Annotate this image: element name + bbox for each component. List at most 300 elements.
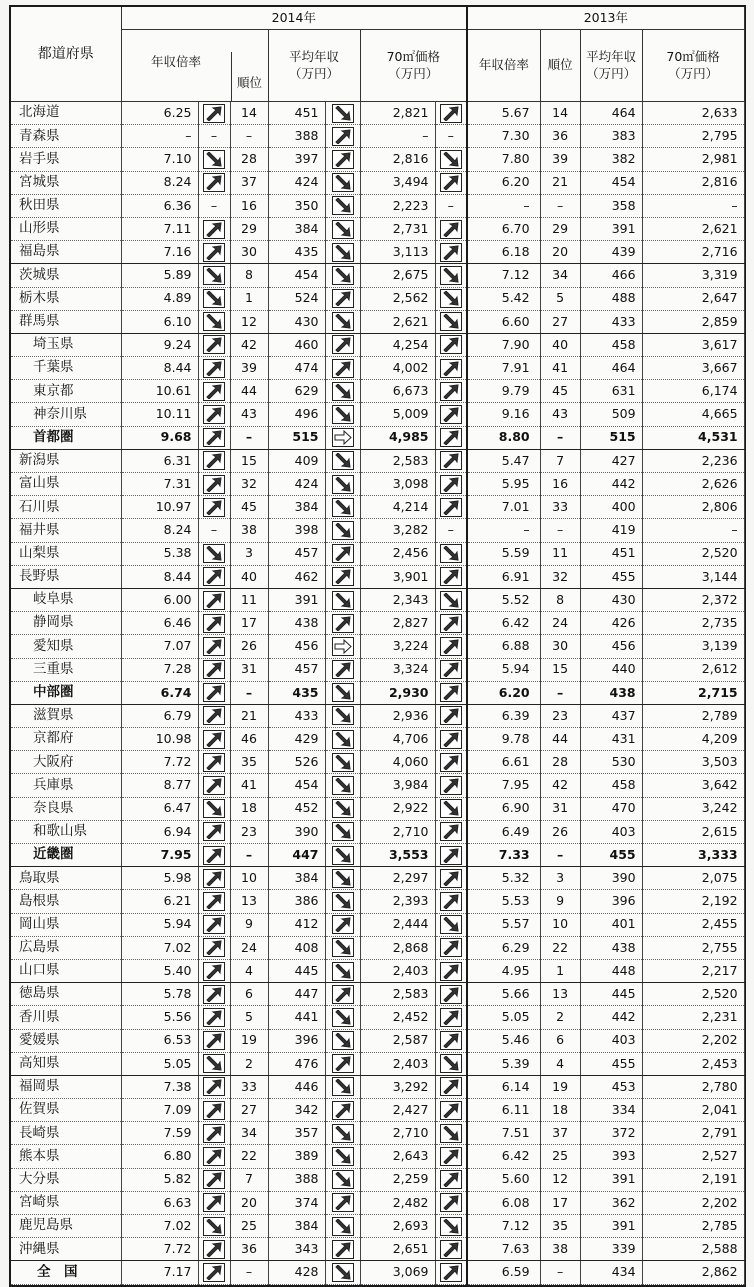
arrow-down-right-icon bbox=[332, 104, 354, 123]
price-2013: 3,503 bbox=[642, 751, 744, 774]
price-2013: 2,453 bbox=[642, 1052, 744, 1075]
income-trend-cell bbox=[325, 959, 360, 982]
header-year-2014: 2014年 bbox=[121, 7, 467, 30]
price-trend-cell bbox=[435, 542, 467, 565]
ratio-trend-cell bbox=[198, 867, 230, 890]
income-trend-cell bbox=[325, 635, 360, 658]
ratio-2013: 6.70 bbox=[467, 217, 540, 240]
price-trend-cell bbox=[435, 102, 467, 125]
arrow-up-right-icon bbox=[203, 1077, 225, 1096]
rank-2014: – bbox=[230, 426, 268, 449]
price-2014: 2,427 bbox=[360, 1099, 435, 1122]
income-2013: 339 bbox=[580, 1238, 642, 1261]
price-trend-cell: – bbox=[435, 519, 467, 542]
rank-2013: 24 bbox=[540, 612, 580, 635]
income-trend-cell bbox=[325, 1099, 360, 1122]
income-2013: 383 bbox=[580, 125, 642, 148]
ratio-2013: 6.61 bbox=[467, 751, 540, 774]
price-trend-cell bbox=[435, 959, 467, 982]
ratio-trend-cell bbox=[198, 241, 230, 264]
income-2013: 442 bbox=[580, 473, 642, 496]
arrow-down-right-icon bbox=[440, 266, 462, 285]
income-2013: 455 bbox=[580, 844, 642, 867]
income-2013: 426 bbox=[580, 612, 642, 635]
table-row bbox=[11, 1145, 744, 1168]
arrow-up-right-icon bbox=[332, 1240, 354, 1259]
income-2013: 393 bbox=[580, 1145, 642, 1168]
ratio-2013: 8.80 bbox=[467, 426, 540, 449]
rank-2014: 27 bbox=[230, 1099, 268, 1122]
rank-2013: 10 bbox=[540, 913, 580, 936]
income-trend-cell bbox=[325, 751, 360, 774]
price-trend-cell bbox=[435, 1238, 467, 1261]
income-2013: 455 bbox=[580, 1052, 642, 1075]
ratio-trend-cell bbox=[198, 658, 230, 681]
income-2014: 441 bbox=[268, 1006, 325, 1029]
ratio-2014: 8.24 bbox=[121, 519, 198, 542]
arrow-up-right-icon bbox=[203, 660, 225, 679]
ratio-2013: 7.80 bbox=[467, 148, 540, 171]
income-2013: 451 bbox=[580, 542, 642, 565]
rank-2014: 34 bbox=[230, 1122, 268, 1145]
rank-2014: 5 bbox=[230, 1006, 268, 1029]
income-trend-cell bbox=[325, 310, 360, 333]
arrow-down-right-icon bbox=[332, 846, 354, 865]
arrow-up-right-icon bbox=[440, 104, 462, 123]
arrow-up-right-icon bbox=[440, 1240, 462, 1259]
table-row bbox=[11, 983, 744, 1006]
arrow-up-right-icon bbox=[440, 475, 462, 494]
price-2014: 2,930 bbox=[360, 681, 435, 704]
table-row bbox=[11, 728, 744, 751]
ratio-trend-cell bbox=[198, 959, 230, 982]
income-2013: 454 bbox=[580, 171, 642, 194]
income-2013: 430 bbox=[580, 588, 642, 611]
ratio-2013: 6.18 bbox=[467, 241, 540, 264]
rank-2013: 4 bbox=[540, 1052, 580, 1075]
price-trend-cell bbox=[435, 936, 467, 959]
ratio-trend-cell bbox=[198, 1238, 230, 1261]
ratio-2014: 6.21 bbox=[121, 890, 198, 913]
income-2014: 435 bbox=[268, 241, 325, 264]
rank-2014: 17 bbox=[230, 612, 268, 635]
price-2013: 2,615 bbox=[642, 820, 744, 843]
ratio-2014: 4.89 bbox=[121, 287, 198, 310]
income-2013: 438 bbox=[580, 681, 642, 704]
price-trend-cell bbox=[435, 820, 467, 843]
price-2013: 2,789 bbox=[642, 704, 744, 727]
prefecture-name: 愛知県 bbox=[11, 635, 121, 658]
income-trend-cell bbox=[325, 264, 360, 287]
price-trend-cell bbox=[435, 751, 467, 774]
price-2014: 2,403 bbox=[360, 1052, 435, 1075]
ratio-trend-cell bbox=[198, 1122, 230, 1145]
arrow-down-right-icon bbox=[203, 266, 225, 285]
income-2014: 388 bbox=[268, 1168, 325, 1191]
price-2013: 2,231 bbox=[642, 1006, 744, 1029]
price-trend-cell bbox=[435, 403, 467, 426]
rank-2013: 35 bbox=[540, 1215, 580, 1238]
ratio-2013: 5.52 bbox=[467, 588, 540, 611]
table-row bbox=[11, 867, 744, 890]
arrow-up-right-icon bbox=[203, 753, 225, 772]
price-trend-cell bbox=[435, 449, 467, 472]
income-2013: 427 bbox=[580, 449, 642, 472]
income-trend-cell bbox=[325, 496, 360, 519]
rank-2013: 19 bbox=[540, 1075, 580, 1098]
prefecture-name: 近畿圏 bbox=[11, 844, 121, 867]
income-2013: 358 bbox=[580, 194, 642, 217]
income-2013: 438 bbox=[580, 936, 642, 959]
income-trend-cell bbox=[325, 217, 360, 240]
ratio-2014: 10.98 bbox=[121, 728, 198, 751]
ratio-2014: 7.11 bbox=[121, 217, 198, 240]
income-2014: 391 bbox=[268, 588, 325, 611]
ratio-2014: 6.74 bbox=[121, 681, 198, 704]
prefecture-name: 岩手県 bbox=[11, 148, 121, 171]
income-2013: 437 bbox=[580, 704, 642, 727]
rank-2014: 31 bbox=[230, 658, 268, 681]
ratio-2013: 5.53 bbox=[467, 890, 540, 913]
ratio-2013: 7.30 bbox=[467, 125, 540, 148]
rank-2014: – bbox=[230, 844, 268, 867]
rank-2013: – bbox=[540, 844, 580, 867]
arrow-up-right-icon bbox=[203, 359, 225, 378]
price-2013: 2,806 bbox=[642, 496, 744, 519]
income-2013: 362 bbox=[580, 1191, 642, 1214]
prefecture-name: 大阪府 bbox=[11, 751, 121, 774]
ratio-trend-cell bbox=[198, 913, 230, 936]
ratio-trend-cell bbox=[198, 333, 230, 356]
arrow-up-right-icon bbox=[203, 498, 225, 517]
price-2013: 3,144 bbox=[642, 565, 744, 588]
arrow-up-right-icon bbox=[332, 1054, 354, 1073]
arrow-down-right-icon bbox=[440, 544, 462, 563]
price-2013: 2,633 bbox=[642, 102, 744, 125]
rank-2013: 32 bbox=[540, 565, 580, 588]
prefecture-name: 神奈川県 bbox=[11, 403, 121, 426]
ratio-2013: 6.88 bbox=[467, 635, 540, 658]
ratio-2013: 6.20 bbox=[467, 171, 540, 194]
price-trend-cell bbox=[435, 704, 467, 727]
ratio-trend-cell bbox=[198, 588, 230, 611]
rank-2014: 3 bbox=[230, 542, 268, 565]
price-2014: 4,706 bbox=[360, 728, 435, 751]
price-2014: 2,710 bbox=[360, 820, 435, 843]
income-2013: 396 bbox=[580, 890, 642, 913]
income-2014: 445 bbox=[268, 959, 325, 982]
income-2013: 464 bbox=[580, 357, 642, 380]
arrow-down-right-icon bbox=[332, 382, 354, 401]
arrow-down-right-icon bbox=[332, 938, 354, 957]
ratio-2013: 7.33 bbox=[467, 844, 540, 867]
price-2013: 2,785 bbox=[642, 1215, 744, 1238]
table-row bbox=[11, 473, 744, 496]
ratio-2013: 5.66 bbox=[467, 983, 540, 1006]
income-2013: 456 bbox=[580, 635, 642, 658]
price-2014: – bbox=[360, 125, 435, 148]
ratio-trend-cell bbox=[198, 844, 230, 867]
ratio-2013: 5.42 bbox=[467, 287, 540, 310]
table-row bbox=[11, 588, 744, 611]
prefecture-name: 山梨県 bbox=[11, 542, 121, 565]
arrow-up-right-icon bbox=[332, 660, 354, 679]
arrow-up-right-icon bbox=[203, 637, 225, 656]
price-trend-cell bbox=[435, 565, 467, 588]
income-2014: 398 bbox=[268, 519, 325, 542]
income-2013: 372 bbox=[580, 1122, 642, 1145]
arrow-up-right-icon bbox=[440, 428, 462, 447]
income-2014: 408 bbox=[268, 936, 325, 959]
rank-2013: 9 bbox=[540, 890, 580, 913]
rank-2014: 12 bbox=[230, 310, 268, 333]
ratio-2014: 7.72 bbox=[121, 751, 198, 774]
ratio-trend-cell bbox=[198, 1215, 230, 1238]
arrow-up-right-icon bbox=[203, 1008, 225, 1027]
arrow-up-right-icon bbox=[203, 591, 225, 610]
arrow-up-right-icon bbox=[440, 985, 462, 1004]
ratio-2013: – bbox=[467, 519, 540, 542]
arrow-up-right-icon bbox=[203, 173, 225, 192]
prefecture-name: 和歌山県 bbox=[11, 820, 121, 843]
table-row bbox=[11, 681, 744, 704]
arrow-down-right-icon bbox=[440, 1124, 462, 1143]
rank-2014: 38 bbox=[230, 519, 268, 542]
price-trend-cell bbox=[435, 1006, 467, 1029]
income-2013: 403 bbox=[580, 820, 642, 843]
income-trend-cell bbox=[325, 287, 360, 310]
rank-2014: 36 bbox=[230, 1238, 268, 1261]
header-ratio-2014-label: 年収倍率 bbox=[150, 54, 201, 70]
table-row bbox=[11, 403, 744, 426]
income-trend-cell bbox=[325, 867, 360, 890]
arrow-up-right-icon bbox=[440, 243, 462, 262]
prefecture-name: 富山県 bbox=[11, 473, 121, 496]
prefecture-name: 長崎県 bbox=[11, 1122, 121, 1145]
prefecture-name: 福島県 bbox=[11, 241, 121, 264]
income-2014: 388 bbox=[268, 125, 325, 148]
arrow-down-right-icon bbox=[332, 869, 354, 888]
rank-2014: 21 bbox=[230, 704, 268, 727]
arrow-down-right-icon bbox=[332, 475, 354, 494]
prefecture-name: 徳島県 bbox=[11, 983, 121, 1006]
rank-2014: 42 bbox=[230, 333, 268, 356]
prefecture-name: 三重県 bbox=[11, 658, 121, 681]
arrow-up-right-icon bbox=[203, 869, 225, 888]
price-2013: 2,612 bbox=[642, 658, 744, 681]
arrow-up-right-icon bbox=[203, 1240, 225, 1259]
income-2013: 458 bbox=[580, 333, 642, 356]
arrow-down-right-icon bbox=[332, 753, 354, 772]
income-trend-cell bbox=[325, 704, 360, 727]
arrow-up-right-icon bbox=[440, 405, 462, 424]
ratio-2014: 7.09 bbox=[121, 1099, 198, 1122]
rank-2014: 11 bbox=[230, 588, 268, 611]
rank-2013: 18 bbox=[540, 1099, 580, 1122]
income-trend-cell bbox=[325, 357, 360, 380]
table-row bbox=[11, 751, 744, 774]
rank-2014: 22 bbox=[230, 1145, 268, 1168]
price-2013: 2,075 bbox=[642, 867, 744, 890]
arrow-down-right-icon bbox=[332, 706, 354, 725]
price-2014: 2,343 bbox=[360, 588, 435, 611]
arrow-up-right-icon bbox=[203, 730, 225, 749]
arrow-up-right-icon bbox=[440, 498, 462, 517]
arrow-down-right-icon bbox=[332, 683, 354, 702]
ratio-2014: 7.02 bbox=[121, 936, 198, 959]
ratio-2013: 5.67 bbox=[467, 102, 540, 125]
income-trend-cell bbox=[325, 1075, 360, 1098]
income-trend-cell bbox=[325, 542, 360, 565]
income-2014: 350 bbox=[268, 194, 325, 217]
price-2014: 3,069 bbox=[360, 1261, 435, 1284]
arrow-up-right-icon bbox=[332, 567, 354, 586]
ratio-trend-cell bbox=[198, 1145, 230, 1168]
income-trend-cell bbox=[325, 426, 360, 449]
price-2014: 2,693 bbox=[360, 1215, 435, 1238]
table-row bbox=[11, 380, 744, 403]
income-2014: 526 bbox=[268, 751, 325, 774]
price-trend-cell bbox=[435, 333, 467, 356]
arrow-up-right-icon bbox=[440, 220, 462, 239]
price-2013: 2,236 bbox=[642, 449, 744, 472]
income-trend-cell bbox=[325, 380, 360, 403]
arrow-down-right-icon bbox=[332, 451, 354, 470]
table-row bbox=[11, 426, 744, 449]
ratio-2013: 7.95 bbox=[467, 774, 540, 797]
rank-2013: 44 bbox=[540, 728, 580, 751]
rank-2014: 45 bbox=[230, 496, 268, 519]
income-2013: 631 bbox=[580, 380, 642, 403]
arrow-up-right-icon bbox=[203, 706, 225, 725]
price-2013: 4,209 bbox=[642, 728, 744, 751]
income-trend-cell bbox=[325, 449, 360, 472]
arrow-up-right-icon bbox=[440, 892, 462, 911]
prefecture-name: 秋田県 bbox=[11, 194, 121, 217]
income-2014: 446 bbox=[268, 1075, 325, 1098]
ratio-2014: 6.94 bbox=[121, 820, 198, 843]
price-2014: 4,985 bbox=[360, 426, 435, 449]
prefecture-name: 福井県 bbox=[11, 519, 121, 542]
arrow-up-right-icon bbox=[203, 962, 225, 981]
rank-2013: 29 bbox=[540, 217, 580, 240]
arrow-up-right-icon bbox=[440, 382, 462, 401]
income-trend-cell bbox=[325, 1215, 360, 1238]
arrow-down-right-icon bbox=[440, 799, 462, 818]
income-2014: 460 bbox=[268, 333, 325, 356]
arrow-up-right-icon bbox=[440, 846, 462, 865]
ratio-trend-cell bbox=[198, 287, 230, 310]
ratio-2014: 6.80 bbox=[121, 1145, 198, 1168]
price-2014: 3,224 bbox=[360, 635, 435, 658]
price-2014: 2,621 bbox=[360, 310, 435, 333]
rank-2013: 31 bbox=[540, 797, 580, 820]
rank-2014: 4 bbox=[230, 959, 268, 982]
arrow-down-right-icon bbox=[440, 915, 462, 934]
rank-2014: 26 bbox=[230, 635, 268, 658]
rank-2013: 21 bbox=[540, 171, 580, 194]
arrow-up-right-icon bbox=[440, 962, 462, 981]
ratio-2013: 9.79 bbox=[467, 380, 540, 403]
prefecture-name: 岐阜県 bbox=[11, 588, 121, 611]
arrow-up-right-icon bbox=[203, 104, 225, 123]
arrow-up-right-icon bbox=[203, 1031, 225, 1050]
arrow-down-right-icon bbox=[332, 521, 354, 540]
rank-2014: – bbox=[230, 681, 268, 704]
prefecture-name: 島根県 bbox=[11, 890, 121, 913]
prefecture-name: 青森県 bbox=[11, 125, 121, 148]
arrow-up-right-icon bbox=[203, 985, 225, 1004]
ratio-2013: 9.16 bbox=[467, 403, 540, 426]
ratio-trend-cell bbox=[198, 1052, 230, 1075]
ratio-trend-cell bbox=[198, 264, 230, 287]
ratio-2013: 4.95 bbox=[467, 959, 540, 982]
arrow-down-right-icon bbox=[440, 150, 462, 169]
arrow-up-right-icon bbox=[203, 938, 225, 957]
price-trend-cell bbox=[435, 380, 467, 403]
arrow-up-right-icon bbox=[203, 335, 225, 354]
ratio-2013: 6.60 bbox=[467, 310, 540, 333]
ratio-2014: 10.97 bbox=[121, 496, 198, 519]
arrow-up-right-icon bbox=[440, 614, 462, 633]
ratio-2014: 8.44 bbox=[121, 565, 198, 588]
table-row bbox=[11, 1099, 744, 1122]
ratio-2014: 6.36 bbox=[121, 194, 198, 217]
prefecture-name: 全 国 bbox=[11, 1261, 121, 1284]
prefecture-name: 中部圏 bbox=[11, 681, 121, 704]
income-trend-cell bbox=[325, 890, 360, 913]
price-2014: 2,587 bbox=[360, 1029, 435, 1052]
income-2014: 384 bbox=[268, 217, 325, 240]
ratio-trend-cell bbox=[198, 148, 230, 171]
rank-2014: 29 bbox=[230, 217, 268, 240]
arrow-up-right-icon bbox=[332, 289, 354, 308]
prefecture-name: 兵庫県 bbox=[11, 774, 121, 797]
arrow-up-right-icon bbox=[440, 1147, 462, 1166]
price-trend-cell bbox=[435, 658, 467, 681]
income-trend-cell bbox=[325, 913, 360, 936]
rank-2013: 41 bbox=[540, 357, 580, 380]
price-trend-cell bbox=[435, 217, 467, 240]
arrow-right-icon bbox=[332, 637, 354, 656]
rank-2013: 28 bbox=[540, 751, 580, 774]
arrow-up-right-icon bbox=[203, 428, 225, 447]
rank-2013: 33 bbox=[540, 496, 580, 519]
arrow-up-right-icon bbox=[440, 683, 462, 702]
income-2014: 457 bbox=[268, 542, 325, 565]
price-trend-cell bbox=[435, 913, 467, 936]
arrow-down-right-icon bbox=[440, 1054, 462, 1073]
income-2014: 357 bbox=[268, 1122, 325, 1145]
arrow-up-right-icon bbox=[440, 822, 462, 841]
ratio-trend-cell bbox=[198, 449, 230, 472]
rank-2014: 40 bbox=[230, 565, 268, 588]
price-trend-cell bbox=[435, 310, 467, 333]
price-trend-cell bbox=[435, 844, 467, 867]
price-2014: 3,901 bbox=[360, 565, 435, 588]
ratio-trend-cell bbox=[198, 797, 230, 820]
income-2014: 424 bbox=[268, 171, 325, 194]
price-2013: 3,667 bbox=[642, 357, 744, 380]
ratio-trend-cell bbox=[198, 310, 230, 333]
income-2013: 509 bbox=[580, 403, 642, 426]
income-2014: 429 bbox=[268, 728, 325, 751]
income-trend-cell bbox=[325, 1261, 360, 1284]
table-row bbox=[11, 1261, 744, 1284]
price-2013: 6,174 bbox=[642, 380, 744, 403]
prefecture-name: 沖縄県 bbox=[11, 1238, 121, 1261]
price-trend-cell bbox=[435, 867, 467, 890]
